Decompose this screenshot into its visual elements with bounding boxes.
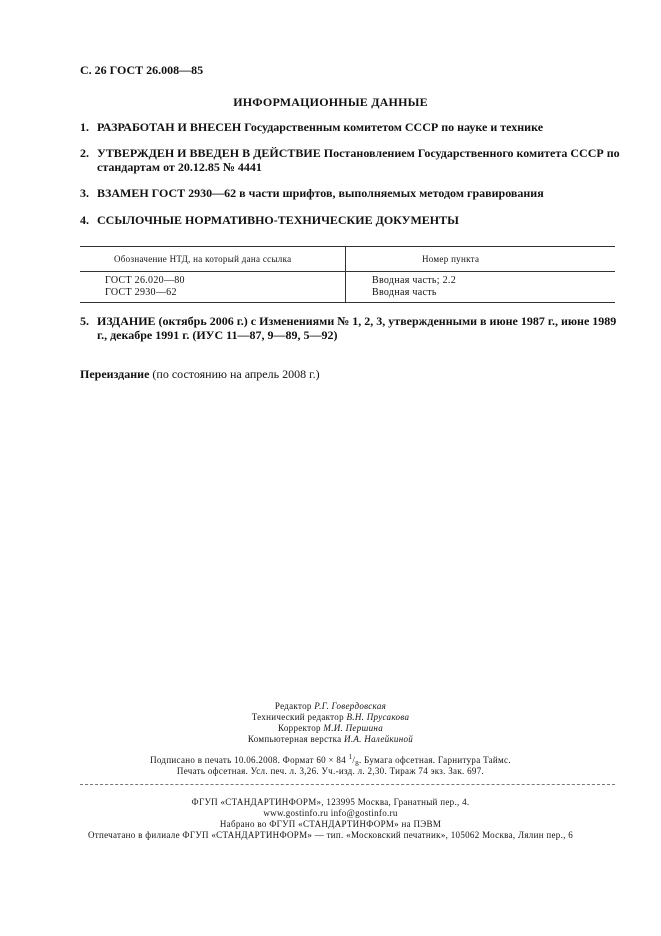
credit-role: Редактор	[274, 701, 312, 711]
item-number: 4.	[80, 213, 89, 227]
imprint-line-2: www.gostinfo.ru info@gostinfo.ru	[263, 808, 398, 818]
table-column-divider	[345, 246, 346, 302]
item-lead: ИЗДАНИЕ	[97, 314, 156, 328]
info-item-3	[80, 186, 620, 200]
format-fraction-numerator: 1	[348, 753, 353, 761]
format-fraction-denominator: 8	[355, 759, 359, 768]
credit-tech-editor	[0, 712, 661, 722]
item-lead: ССЫЛОЧНЫЕ НОРМАТИВНО-ТЕХНИЧЕСКИЕ ДОКУМЕНТЫ	[97, 213, 459, 227]
item-number: 3.	[80, 186, 89, 200]
imprint-line-4: Отпечатано в филиале ФГУП «СТАНДАРТИНФОРМ» — тип. «Московский печатник», 105062 Москва, Лялин пер., 6	[87, 830, 574, 840]
item-number: 2.	[80, 146, 89, 160]
item-lead: УТВЕРЖДЕН И ВВЕДЕН В ДЕЙСТВИЕ	[97, 146, 321, 160]
table-header-clause: Номер пункта	[422, 254, 480, 264]
item-text: (октябрь 2006 г.) с Изменениями № 1, 2, 3, утвержденными в июне 1987 г., июне 1989 г., декабре 1991 г. (ИУС 11—87, 9—89, 5—92)	[97, 314, 617, 342]
print-info-line-2: Печать офсетная. Усл. печ. л. 3,26. Уч.-изд. л. 2,30. Тираж 74 экз. Зак. 697.	[176, 766, 485, 776]
credit-layout	[0, 734, 661, 744]
info-item-2	[80, 146, 620, 174]
credit-corrector	[0, 723, 661, 733]
table-header-border	[80, 271, 615, 272]
reprint-note	[80, 367, 320, 382]
credit-role: Компьютерная верстка	[247, 734, 342, 744]
table-cell-clause: Вводная часть; 2.2	[372, 275, 457, 286]
imprint-line-3: Набрано во ФГУП «СТАНДАРТИНФОРМ» на ПЭВМ	[219, 819, 442, 829]
info-item-5	[80, 314, 620, 342]
info-item-4	[80, 213, 620, 227]
item-lead: ВЗАМЕН ГОСТ 2930—62	[97, 186, 237, 200]
reprint-text: (по состоянию на апрель 2008 г.)	[152, 367, 320, 381]
reprint-lead: Переиздание	[80, 367, 150, 381]
section-title: ИНФОРМАЦИОННЫЕ ДАННЫЕ	[233, 95, 428, 109]
item-number: 1.	[80, 120, 89, 134]
credit-name: М.И. Першина	[323, 723, 383, 733]
credit-role: Технический редактор	[251, 712, 344, 722]
print-info-text: . Бумага офсетная. Гарнитура Таймс.	[359, 755, 511, 765]
credit-name: Р.Г. Говердовская	[314, 701, 387, 711]
divider-line	[80, 784, 615, 785]
item-lead: РАЗРАБОТАН И ВНЕСЕН	[97, 120, 242, 134]
print-info-line-1: Подписано в печать 10.06.2008. Формат 60 × 84 $^1/_8$. Бумага офсетная. Гарнитура Таймс.	[150, 753, 511, 768]
item-number: 5.	[80, 314, 89, 328]
print-info-text: Подписано в печать 10.06.2008. Формат 60 × 84	[150, 755, 349, 765]
table-cell-clause: Вводная часть	[372, 287, 437, 298]
credit-name: И.А. Налейкиной	[344, 734, 414, 744]
reference-table	[80, 246, 615, 302]
credit-role: Корректор	[278, 723, 321, 733]
imprint-line-1: ФГУП «СТАНДАРТИНФОРМ», 123995 Москва, Гранатный пер., 4.	[191, 797, 470, 807]
info-item-1	[80, 120, 620, 134]
item-text: Государственным комитетом СССР по науке и технике	[244, 120, 544, 134]
table-bottom-border	[80, 302, 615, 303]
table-cell-doc: ГОСТ 2930—62	[105, 287, 177, 298]
credit-editor	[0, 701, 661, 711]
table-cell-doc: ГОСТ 26.020—80	[105, 275, 185, 286]
table-top-border	[80, 246, 615, 247]
item-text: Постановлением Государственного комитета СССР по стандартам от 20.12.85 № 4441	[97, 146, 620, 174]
item-text: в части шрифтов, выполняемых методом гравирования	[239, 186, 544, 200]
credit-name: В.Н. Прусакова	[346, 712, 410, 722]
table-header-doc: Обозначение НТД, на который дана ссылка	[114, 254, 292, 264]
page-header: С. 26 ГОСТ 26.008—85	[80, 63, 204, 77]
